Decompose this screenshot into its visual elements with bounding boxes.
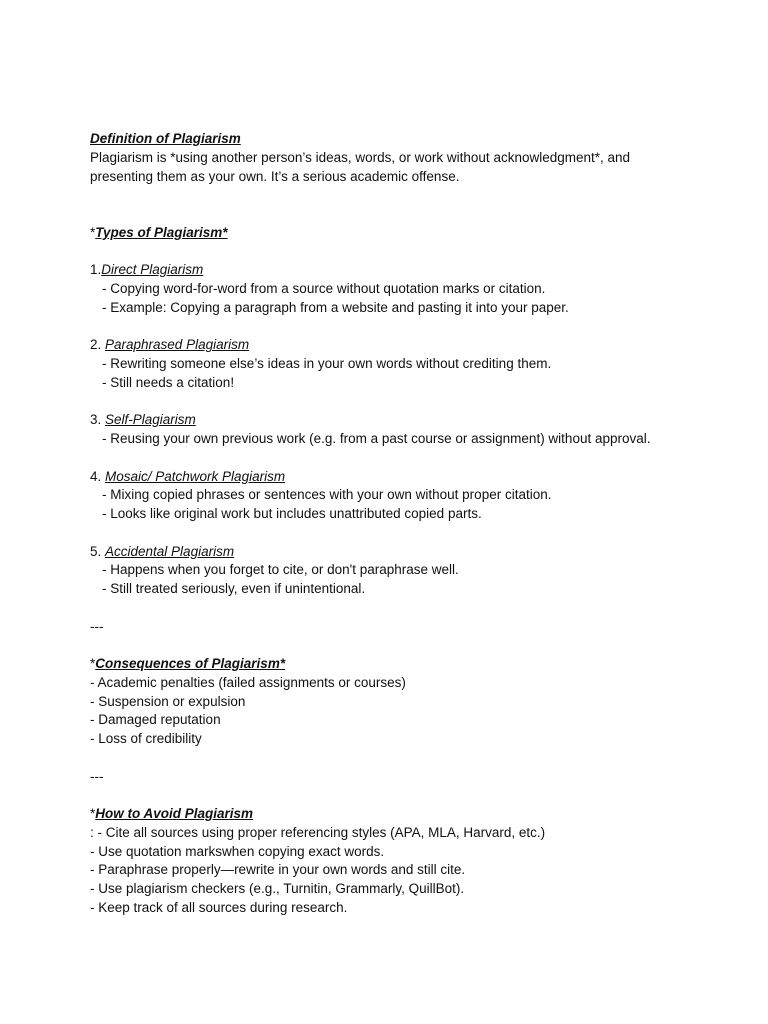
spacer: [90, 599, 740, 618]
type-item-title: Accidental Plagiarism: [105, 543, 235, 559]
spacer: [90, 636, 740, 655]
type-item-point: - Reusing your own previous work (e.g. from a past course or assignment) without approval.: [102, 431, 651, 446]
types-heading: Types of Plagiarism*: [95, 224, 228, 240]
type-item-number: 1.: [90, 262, 102, 278]
definition-heading-line: [90, 130, 740, 149]
type-item-point: - Still treated seriously, even if unintentional.: [102, 581, 366, 596]
spacer: [90, 393, 740, 412]
avoid-point: - Keep track of all sources during research.: [90, 899, 348, 915]
types-heading-prefix: *: [90, 224, 96, 240]
section-separator: ---: [90, 768, 104, 784]
type-item-point: - Rewriting someone else’s ideas in your own words without crediting them.: [102, 356, 552, 371]
type-item-point: - Mixing copied phrases or sentences with your own without proper citation.: [102, 487, 552, 503]
type-item-title-line: [90, 336, 740, 355]
spacer: [90, 749, 740, 768]
type-item-number: 2.: [90, 337, 106, 353]
avoid-point: - Use quotation markswhen copying exact words.: [90, 843, 385, 859]
consequences-heading-prefix: *: [90, 656, 96, 671]
type-item-point: - Looks like original work but includes unattributed copied parts.: [102, 506, 482, 521]
definition-heading: Definition of Plagiarism: [90, 131, 241, 146]
type-item-number: 5.: [90, 543, 106, 559]
type-item-point: - Happens when you forget to cite, or don't paraphrase well.: [102, 562, 459, 578]
type-item-point: - Still needs a citation!: [102, 374, 235, 390]
consequences-heading: Consequences of Plagiarism*: [95, 656, 286, 671]
spacer: [90, 318, 740, 337]
avoid-heading-line: [90, 805, 740, 824]
avoid-heading: How to Avoid Plagiarism: [95, 806, 254, 821]
avoid-point: : - Cite all sources using proper referencing styles (APA, MLA, Harvard, etc.): [90, 824, 546, 840]
type-item-title: Paraphrased Plagiarism: [105, 337, 250, 353]
types-heading-line: [90, 224, 740, 243]
type-item-number: 4.: [90, 468, 106, 484]
definition-text-line-1: Plagiarism is *using another person’s ideas, words, or work without acknowledgment*, and: [90, 149, 631, 165]
type-item-number: 3.: [90, 412, 106, 428]
consequences-heading-line: [90, 655, 740, 674]
type-item-title-line: [90, 543, 740, 562]
avoid-point: - Use plagiarism checkers (e.g., Turnitin, Grammarly, QuillBot).: [90, 881, 465, 896]
type-item-title: Mosaic/ Patchwork Plagiarism: [105, 468, 286, 484]
type-item-title: Self-Plagiarism: [105, 412, 196, 428]
spacer: [90, 449, 740, 468]
spacer: [90, 186, 740, 205]
avoid-point: - Paraphrase properly—rewrite in your own words and still cite.: [90, 862, 466, 878]
section-separator: ---: [90, 618, 104, 634]
type-item-point: - Copying word-for-word from a source without quotation marks or citation.: [102, 281, 546, 296]
consequence-point: - Damaged reputation: [90, 712, 221, 728]
spacer: [90, 243, 740, 262]
type-item-title-line: [90, 411, 740, 430]
type-item-title-line: [90, 261, 740, 280]
avoid-heading-prefix: *: [90, 806, 96, 821]
document-body: [90, 130, 740, 918]
type-item-point: - Example: Copying a paragraph from a website and pasting it into your paper.: [102, 299, 569, 315]
spacer: [90, 524, 740, 543]
consequence-point: - Academic penalties (failed assignments or courses): [90, 674, 406, 690]
definition-text-line-2: presenting them as your own. It’s a serious academic offense.: [90, 168, 460, 184]
spacer: [90, 786, 740, 805]
type-item-title: Direct Plagiarism: [101, 262, 204, 278]
consequence-point: - Suspension or expulsion: [90, 693, 246, 709]
consequence-point: - Loss of credibility: [90, 731, 202, 746]
type-item-title-line: [90, 468, 740, 487]
spacer: [90, 205, 740, 224]
